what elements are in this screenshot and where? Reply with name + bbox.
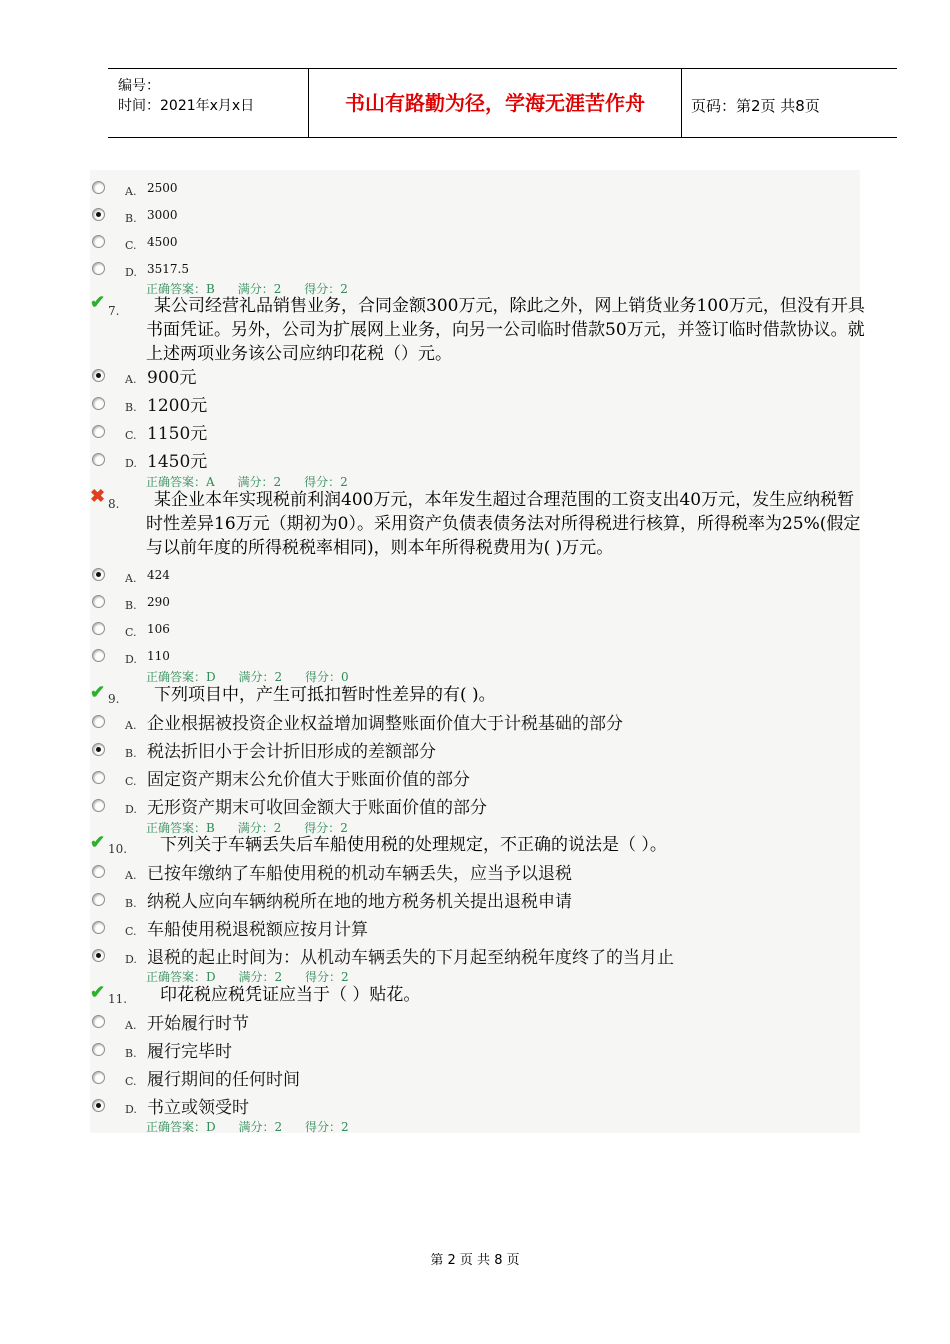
radio-button[interactable] [92,453,105,466]
question-number: 8. [108,497,120,511]
option-text: 1200元 [147,396,208,416]
header-meta [108,69,309,137]
answer-line: 正确答案：A 满分：2 得分：2 [146,475,348,489]
option-text: 3000 [147,208,178,222]
radio-button[interactable] [92,893,105,906]
radio-button-selected[interactable] [92,208,105,221]
answer-line: 正确答案：B 满分：2 得分：2 [146,821,348,835]
radio-button-selected[interactable] [92,568,105,581]
option-text: 已按年缴纳了车船使用税的机动车辆丢失，应当予以退税 [147,864,572,884]
radio-button[interactable] [92,799,105,812]
answer-line: 正确答案：D 满分：2 得分：2 [146,1120,349,1134]
page-footer: 第 2 页 共 8 页 [430,1253,520,1268]
radio-button[interactable] [92,425,105,438]
radio-button[interactable] [92,649,105,662]
option-text: 2500 [147,181,178,195]
option-text: 3517.5 [147,262,189,276]
check-icon: ✔ [90,682,106,703]
radio-button[interactable] [92,1015,105,1028]
answer-line: 正确答案：D 满分：2 得分：0 [146,670,349,684]
radio-button-selected[interactable] [92,743,105,756]
page-label: 页码：第2页 共8页 [691,97,820,115]
radio-button[interactable] [92,595,105,608]
radio-button-selected[interactable] [92,949,105,962]
radio-button[interactable] [92,921,105,934]
option-text: 书立或领受时 [147,1098,249,1118]
option-text: 无形资产期末可收回金额大于账面价值的部分 [147,798,487,818]
option-text: 固定资产期末公允价值大于账面价值的部分 [147,770,470,790]
question-number: 10. [108,842,128,856]
check-icon: ✔ [90,982,106,1003]
option-text: 106 [147,622,170,636]
option-text: 纳税人应向车辆纳税所在地的地方税务机关提出退税申请 [147,892,572,912]
question-text: 下列项目中，产生可抵扣暂时性差异的有( )。 [154,685,496,705]
radio-button[interactable] [92,715,105,728]
option-text: 税法折旧小于会计折旧形成的差额部分 [147,742,436,762]
radio-button[interactable] [92,771,105,784]
option-text: 900元 [147,368,197,388]
option-text: 4500 [147,235,178,249]
option-text: 开始履行时节 [147,1014,249,1034]
page-header [108,68,897,138]
option-text: 履行期间的任何时间 [147,1070,300,1090]
answer-line: 正确答案：D 满分：2 得分：2 [146,970,349,984]
check-icon: ✔ [90,832,106,853]
option-text: 车船使用税退税额应按月计算 [147,920,368,940]
radio-button-selected[interactable] [92,369,105,382]
check-icon: ✔ [90,292,106,313]
time-label: 时间：2021年x月x日 [118,98,255,114]
radio-button[interactable] [92,262,105,275]
answer-line: 正确答案：B 满分：2 得分：2 [146,282,348,296]
option-text: 企业根据被投资企业权益增加调整账面价值大于计税基础的部分 [147,714,623,734]
question-number: 9. [108,692,120,706]
radio-button-selected[interactable] [92,1099,105,1112]
number-label: 编号： [118,78,160,94]
radio-button[interactable] [92,181,105,194]
question-text: 某公司经营礼品销售业务，合同金额300万元，除此之外，网上销货业务100万元，但没有开具书面凭证。另外，公司为扩展网上业务，向另一公司临时借款50万元，并签订临时借款协议。就上述两项业务该公司应纳印花税（）元。 [146,296,865,364]
radio-button[interactable] [92,235,105,248]
radio-button[interactable] [92,397,105,410]
question-number: 7. [108,304,120,318]
question-number: 11. [108,992,128,1006]
option-text: 290 [147,595,170,609]
radio-button[interactable] [92,1043,105,1056]
header-motto: 书山有路勤为径，学海无涯苦作舟 [309,69,682,137]
option-text: 424 [147,568,170,582]
option-text: 1150元 [147,424,208,444]
option-text: 110 [147,649,170,663]
option-text: 1450元 [147,452,208,472]
question-text: 某企业本年实现税前利润400万元，本年发生超过合理范围的工资支出40万元，发生应纳税暂时性差异16万元（期初为0）。采用资产负债表债务法对所得税进行核算，所得税率为25%(假定与以前年度的所得税税率相同)，则本年所得税费用为( )万元。 [146,490,861,558]
radio-button[interactable] [92,1071,105,1084]
option-text: 履行完毕时 [147,1042,232,1062]
radio-button[interactable] [92,622,105,635]
cross-icon: ✖ [90,486,106,507]
option-text: 退税的起止时间为：从机动车辆丢失的下月起至纳税年度终了的当月止 [147,948,674,968]
radio-button[interactable] [92,865,105,878]
question-text: 下列关于车辆丢失后车船使用税的处理规定，不正确的说法是（ ）。 [160,835,667,855]
question-text: 印花税应税凭证应当于（ ）贴花。 [160,985,421,1005]
